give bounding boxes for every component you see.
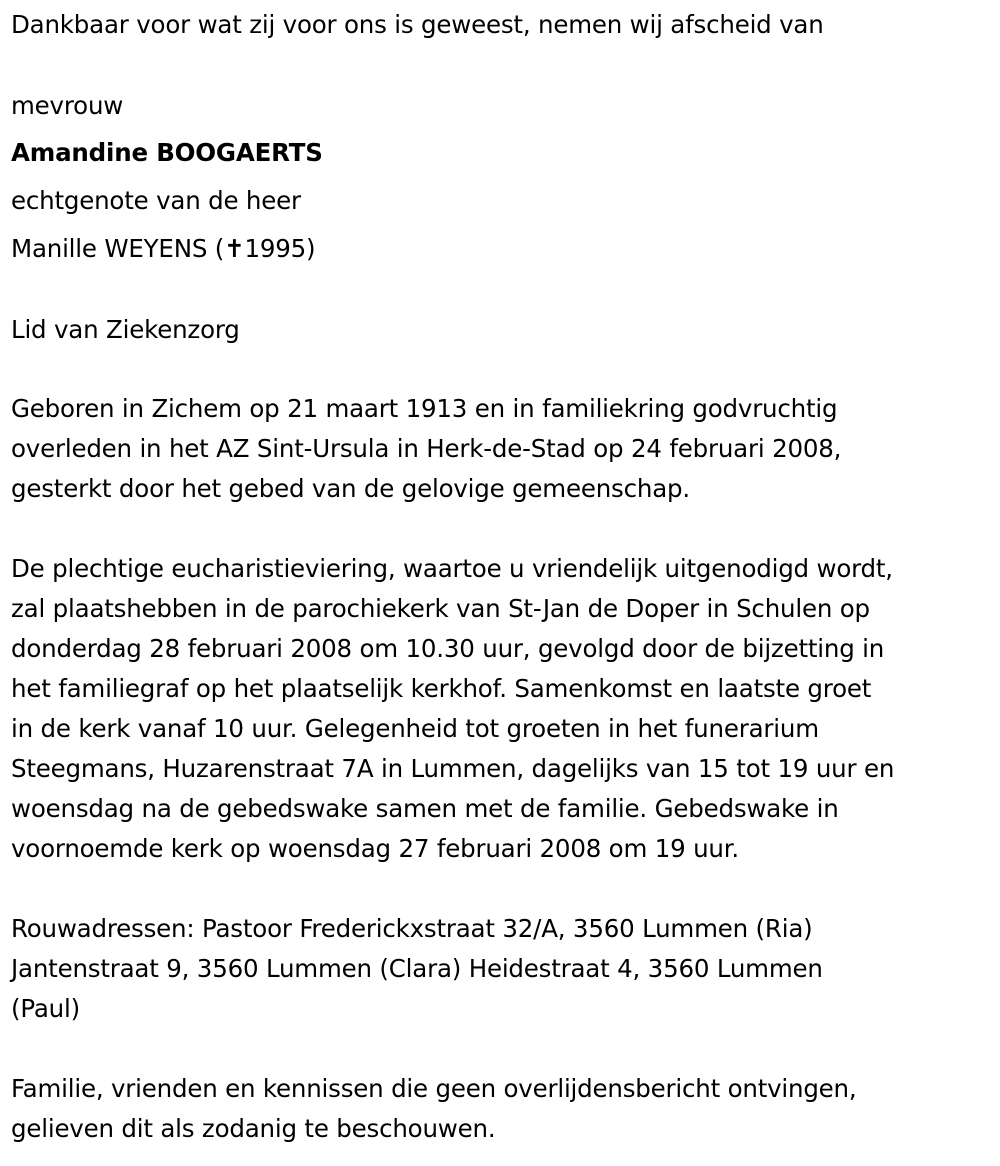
paragraph-line: in de kerk vanaf 10 uur. Gelegenheid tot groeten in het funerarium	[11, 714, 819, 743]
paragraph-line: woensdag na de gebedswake samen met de familie. Gebedswake in	[11, 794, 839, 823]
paragraph-line: voornoemde kerk op woensdag 27 februari 2008 om 19 uur.	[11, 834, 739, 863]
membership: Lid van Ziekenzorg	[11, 315, 240, 344]
address-paragraph	[11, 909, 996, 1029]
paragraph-line: donderdag 28 februari 2008 om 10.30 uur, gevolgd door de bijzetting in	[11, 634, 885, 663]
paragraph-line: De plechtige eucharistieviering, waartoe u vriendelijk uitgenodigd wordt,	[11, 554, 893, 583]
deceased-name: Amandine BOOGAERTS	[11, 138, 323, 167]
closing-paragraph	[11, 1069, 996, 1149]
paragraph-line: Steegmans, Huzarenstraat 7A in Lummen, dagelijks van 15 tot 19 uur en	[11, 754, 895, 783]
paragraph-line: Rouwadressen: Pastoor Frederickxstraat 32/A, 3560 Lummen (Ria)	[11, 914, 813, 943]
ceremony-paragraph	[11, 549, 996, 869]
spouse-label: echtgenote van de heer	[11, 186, 301, 215]
paragraph-line: gesterkt door het gebed van de gelovige gemeenschap.	[11, 474, 690, 503]
intro-text: Dankbaar voor wat zij voor ons is geweest, nemen wij afscheid van	[11, 10, 824, 39]
paragraph-line: overleden in het AZ Sint-Ursula in Herk-de-Stad op 24 februari 2008,	[11, 434, 842, 463]
paragraph-line: gelieven dit als zodanig te beschouwen.	[11, 1114, 496, 1143]
paragraph-line: het familiegraf op het plaatselijk kerkhof. Samenkomst en laatste groet	[11, 674, 872, 703]
paragraph-line: Familie, vrienden en kennissen die geen overlijdensbericht ontvingen,	[11, 1074, 857, 1103]
birth-death-paragraph	[11, 389, 996, 509]
salutation: mevrouw	[11, 91, 124, 120]
paragraph-line: zal plaatshebben in de parochiekerk van St-Jan de Doper in Schulen op	[11, 594, 870, 623]
paragraph-line: Jantenstraat 9, 3560 Lummen (Clara) Heidestraat 4, 3560 Lummen	[11, 954, 823, 983]
spouse-name: Manille WEYENS (✝1995)	[11, 234, 316, 263]
paragraph-line: (Paul)	[11, 994, 80, 1023]
paragraph-line: Geboren in Zichem op 21 maart 1913 en in familiekring godvruchtig	[11, 394, 838, 423]
